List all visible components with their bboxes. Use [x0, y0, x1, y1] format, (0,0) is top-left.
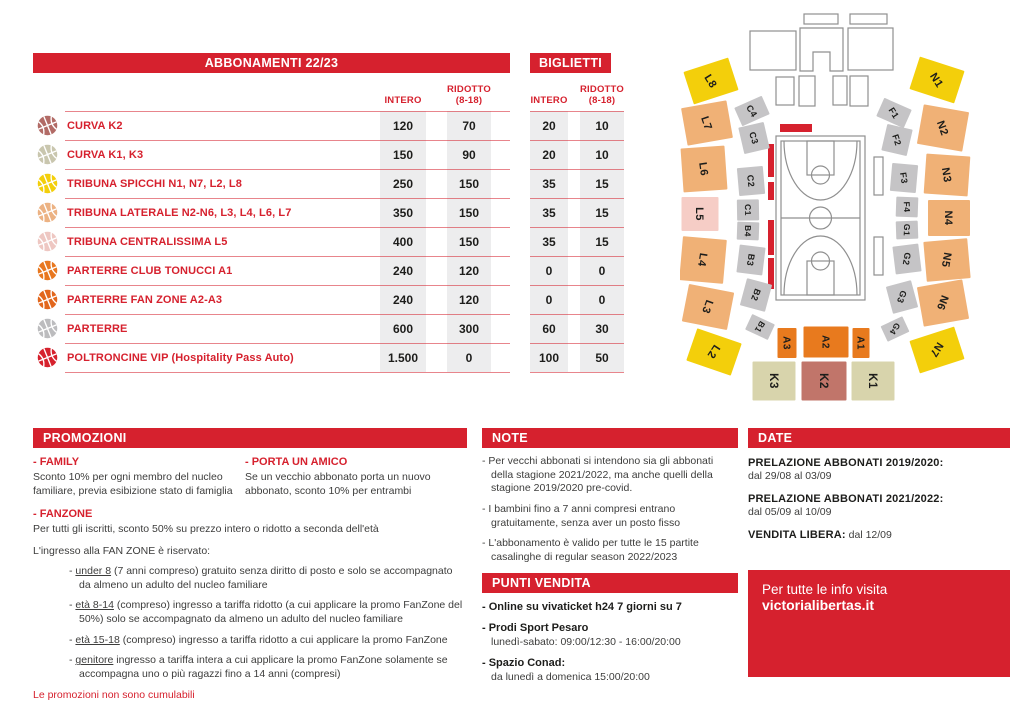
- ridotto-value: 10: [595, 118, 609, 133]
- svg-text:C2: C2: [745, 174, 757, 188]
- intero-value: 600: [392, 321, 414, 336]
- map-section-l5: [682, 197, 719, 231]
- ridotto-value: 300: [458, 321, 480, 336]
- biglietti-row: [530, 198, 624, 227]
- row-label: CURVA K1, K3: [67, 148, 144, 161]
- biglietti-rows: [530, 111, 624, 372]
- intero-value: 35: [542, 205, 556, 220]
- ridotto-value: 15: [595, 234, 609, 249]
- svg-text:C4: C4: [744, 103, 760, 120]
- ridotto-value: 120: [458, 292, 480, 307]
- abbonamenti-column-headers: [33, 73, 510, 111]
- svg-text:B1: B1: [752, 319, 768, 335]
- abbonamenti-row: [33, 285, 510, 314]
- col-ridotto: RIDOTTO (8-18): [447, 84, 491, 106]
- bench-box: [874, 157, 883, 195]
- map-section-n7: [909, 327, 964, 374]
- biglietti-row: [530, 285, 624, 314]
- skybox: [833, 76, 847, 105]
- promo-family: [33, 455, 235, 499]
- fanzone-bullet: - età 15-18 (compreso) ingresso a tariffa ridotto a cui applicare la promo FanZone: [69, 633, 448, 646]
- fanzone-line2: L'ingresso alla FAN ZONE è riservato:: [33, 544, 211, 557]
- map-section-c3: [738, 122, 769, 154]
- family-title: - FAMILY: [33, 456, 80, 468]
- punti-vendita-item: - Online su vivaticket h24 7 giorni su 7: [482, 601, 682, 613]
- row-label: PARTERRE CLUB TONUCCI A1: [67, 264, 233, 277]
- svg-text:K2: K2: [816, 373, 829, 389]
- punti-vendita-section: [482, 573, 738, 684]
- svg-text:B2: B2: [748, 287, 763, 303]
- row-label: POLTRONCINE VIP (Hospitality Pass Auto): [67, 351, 294, 364]
- skybox: [799, 76, 815, 106]
- intero-value: 250: [392, 176, 414, 191]
- biglietti-row: [530, 343, 624, 372]
- basketball-icon: [37, 231, 58, 252]
- date-item: PRELAZIONE ABBONATI 2019/2020: dal 29/08 al 03/09: [748, 457, 944, 483]
- intero-value: 240: [392, 263, 414, 278]
- intero-value: 350: [392, 205, 414, 220]
- amico-title: - PORTA UN AMICO: [245, 456, 348, 468]
- svg-text:B3: B3: [744, 252, 757, 267]
- skybox: [800, 28, 843, 71]
- row-label: PARTERRE FAN ZONE A2-A3: [67, 293, 223, 306]
- promo-porta-un-amico: [245, 455, 467, 499]
- basketball-icon: [37, 144, 58, 165]
- skybox: [776, 77, 794, 105]
- promozioni-section: [33, 428, 467, 702]
- svg-text:L8: L8: [701, 72, 719, 91]
- basketball-icon: [37, 318, 58, 339]
- note-section: [482, 428, 738, 564]
- map-section-g2: [892, 244, 921, 275]
- intero-value: 60: [542, 321, 556, 336]
- map-section-n1: [909, 57, 964, 104]
- map-section-g1: [896, 221, 919, 240]
- ridotto-value: 15: [595, 176, 609, 191]
- svg-text:L5: L5: [693, 207, 706, 221]
- intero-value: 35: [542, 176, 556, 191]
- svg-text:N7: N7: [927, 339, 946, 360]
- basketball-icon: [37, 289, 58, 310]
- row-label: TRIBUNA SPICCHI N1, N7, L2, L8: [67, 177, 242, 190]
- skybox-area: [750, 14, 893, 106]
- biglietti-row: [530, 227, 624, 256]
- col-intero: INTERO: [384, 94, 422, 106]
- note-item: - L'abbonamento è valido per tutte le 15 partite casalinghe di regular season 2022/2023: [482, 537, 699, 563]
- punti-vendita-items: [482, 600, 738, 684]
- map-section-f3: [890, 163, 918, 193]
- intero-value: 35: [542, 234, 556, 249]
- svg-text:F4: F4: [901, 201, 913, 213]
- intero-value: 1.500: [387, 350, 419, 365]
- biglietti-column-headers: [530, 73, 624, 111]
- fanzone-line1: Per tutti gli iscritti, sconto 50% su prezzo intero o ridotto a seconda dell'età: [33, 522, 379, 535]
- info-text: Per tutte le info visita: [762, 582, 888, 597]
- intero-value: 400: [392, 234, 414, 249]
- map-section-l7: [681, 100, 733, 145]
- amico-text: Se un vecchio abbonato porta un nuovo abbonato, sconto 10% per entrambi: [245, 471, 431, 497]
- intero-value: 0: [545, 263, 553, 278]
- intero-value: 240: [392, 292, 414, 307]
- abbonamenti-row: [33, 169, 510, 198]
- svg-text:N1: N1: [927, 70, 946, 91]
- biglietti-table: [530, 53, 624, 373]
- svg-text:N4: N4: [942, 210, 955, 226]
- note-item: - I bambini fino a 7 anni compresi entrano gratuitamente, senza aver un posto fisso: [482, 502, 681, 529]
- map-section-f4: [896, 197, 919, 218]
- row-label: PARTERRE: [67, 322, 128, 335]
- basketball-icon: [37, 115, 58, 136]
- map-section-l4: [680, 236, 727, 284]
- svg-text:L6: L6: [696, 161, 710, 177]
- ridotto-value: 0: [598, 263, 606, 278]
- svg-text:G4: G4: [887, 321, 903, 337]
- abbonamenti-header: ABBONAMENTI 22/23: [33, 53, 510, 73]
- col-ridotto: RIDOTTO (8-18): [580, 84, 624, 106]
- svg-text:G2: G2: [900, 251, 913, 267]
- map-section-f2: [881, 124, 912, 156]
- courtside-vip-strips: [768, 124, 812, 289]
- map-section-a2: [804, 327, 849, 358]
- map-section-l8: [683, 58, 738, 105]
- fanzone-bullet: - età 8-14 (compreso) ingresso a tariffa ridotto (a cui applicare la promo FanZone del 50%) solo se accompagnato da almeno un adulto del nucleo familiare: [69, 599, 463, 626]
- map-section-l2: [686, 328, 742, 375]
- svg-text:F1: F1: [886, 105, 902, 121]
- svg-text:N2: N2: [933, 119, 951, 138]
- svg-text:N6: N6: [933, 293, 951, 312]
- basketball-court: [776, 136, 883, 300]
- biglietti-row: [530, 111, 624, 140]
- map-section-b4: [737, 222, 760, 241]
- fanzone-bullet: - under 8 (7 anni compreso) gratuito senza diritto di posto e solo se accompagnato da almeno un adulto del nucleo familiare: [69, 565, 453, 591]
- intero-value: 20: [542, 118, 556, 133]
- svg-text:F2: F2: [890, 133, 904, 148]
- map-section-n5: [923, 238, 970, 282]
- ridotto-value: 10: [595, 147, 609, 162]
- intero-value: 20: [542, 147, 556, 162]
- biglietti-row: [530, 140, 624, 169]
- map-section-n2: [917, 104, 969, 151]
- family-text: Sconto 10% per ogni membro del nucleo familiare, previa esibizione stato di famiglia: [33, 471, 233, 497]
- info-box: [748, 570, 1010, 677]
- ridotto-value: 120: [458, 263, 480, 278]
- row-label: TRIBUNA LATERALE N2-N6, L3, L4, L6, L7: [67, 206, 292, 219]
- basketball-icon: [37, 347, 58, 368]
- svg-text:F3: F3: [898, 171, 910, 185]
- basketball-icon: [37, 260, 58, 281]
- map-section-l6: [681, 146, 728, 193]
- date-item: PRELAZIONE ABBONATI 2021/2022: dal 05/09 al 10/09: [748, 492, 944, 519]
- ridotto-value: 70: [462, 118, 476, 133]
- ridotto-value: 150: [458, 234, 480, 249]
- bench-box: [874, 237, 883, 275]
- svg-text:C3: C3: [747, 130, 761, 146]
- map-section-n4: [928, 200, 970, 236]
- skybox: [848, 28, 893, 70]
- date-header: DATE: [748, 428, 1010, 448]
- skybox: [850, 76, 868, 106]
- svg-text:C1: C1: [742, 203, 754, 217]
- ridotto-value: 90: [462, 147, 476, 162]
- skybox: [804, 14, 838, 24]
- intero-value: 100: [538, 350, 560, 365]
- map-section-b1: [745, 314, 775, 340]
- intero-value: 120: [392, 118, 414, 133]
- promozioni-header: PROMOZIONI: [33, 428, 467, 448]
- note-items: [482, 455, 738, 564]
- intero-value: 150: [392, 147, 414, 162]
- date-item: VENDITA LIBERA: dal 12/09: [748, 528, 892, 541]
- biglietti-header: BIGLIETTI: [530, 53, 611, 73]
- map-section-a1: [853, 328, 870, 358]
- map-section-n6: [917, 279, 969, 326]
- svg-text:G1: G1: [901, 223, 913, 237]
- map-section-l3: [682, 284, 734, 330]
- svg-text:L3: L3: [699, 298, 716, 316]
- biglietti-row: [530, 314, 624, 343]
- svg-text:L4: L4: [695, 252, 710, 268]
- note-header: NOTE: [482, 428, 738, 448]
- ridotto-value: 150: [458, 176, 480, 191]
- svg-text:L7: L7: [698, 114, 715, 132]
- svg-text:G3: G3: [894, 289, 909, 305]
- promo-fanzone: [33, 507, 467, 682]
- map-section-k2: [802, 362, 847, 401]
- biglietti-row: [530, 169, 624, 198]
- svg-text:A1: A1: [854, 336, 866, 350]
- fanzone-bullet: - genitore ingresso a tariffa intera a cui applicare la promo FanZone solamente se accompagna uno o più ragazzi fino a 14 anni (compresi): [69, 654, 448, 680]
- note-item: - Per vecchi abbonati si intendono sia gli abbonati della stagione 2021/2022, ma anche quelli della stagione 2019/2020 pre-covid.: [482, 455, 714, 495]
- map-section-g4: [881, 316, 910, 342]
- svg-text:K3: K3: [766, 373, 779, 389]
- skybox: [750, 31, 796, 70]
- date-section: [748, 428, 1010, 543]
- info-website: victorialibertas.it: [762, 597, 875, 613]
- svg-text:N3: N3: [938, 166, 954, 184]
- svg-text:L2: L2: [704, 342, 722, 361]
- date-items: [748, 456, 1010, 543]
- row-label: CURVA K2: [67, 119, 123, 132]
- basketball-icon: [37, 173, 58, 194]
- abbonamenti-row: [33, 343, 510, 372]
- svg-text:B4: B4: [742, 224, 754, 238]
- abbonamenti-row: [33, 227, 510, 256]
- intero-value: 0: [545, 292, 553, 307]
- ridotto-value: 30: [595, 321, 609, 336]
- ridotto-value: 0: [598, 292, 606, 307]
- abbonamenti-table: [33, 53, 510, 373]
- map-section-k3: [753, 362, 796, 401]
- skybox: [850, 14, 887, 24]
- biglietti-row: [530, 256, 624, 285]
- abbonamenti-row: [33, 256, 510, 285]
- map-section-c1: [737, 199, 759, 220]
- ridotto-value: 50: [595, 350, 609, 365]
- map-section-n3: [924, 154, 971, 197]
- punti-vendita-item: - Prodi Sport Pesaro lunedì-sabato: 09:00/12:30 - 16:00/20:00: [482, 622, 681, 648]
- ridotto-value: 15: [595, 205, 609, 220]
- abbonamenti-row: [33, 111, 510, 140]
- row-label: TRIBUNA CENTRALISSIMA L5: [67, 235, 228, 248]
- map-section-c2: [737, 166, 765, 196]
- fanzone-bullets: [33, 565, 467, 681]
- map-section-k1: [852, 362, 895, 401]
- basketball-icon: [37, 202, 58, 223]
- fanzone-title: - FANZONE: [33, 507, 93, 520]
- svg-text:A3: A3: [780, 336, 792, 350]
- map-section-f1: [876, 98, 912, 128]
- svg-text:K1: K1: [865, 373, 878, 389]
- punti-vendita-header: PUNTI VENDITA: [482, 573, 738, 593]
- col-intero: INTERO: [530, 94, 568, 106]
- arena-seating-map: [680, 0, 1024, 410]
- svg-text:A2: A2: [819, 335, 831, 349]
- map-section-c4: [734, 96, 770, 126]
- promo-footer: Le promozioni non sono cumulabili: [33, 688, 195, 701]
- map-section-b2: [740, 278, 772, 312]
- punti-vendita-item: - Spazio Conad: da lunedì a domenica 15:00/20:00: [482, 657, 650, 683]
- map-section-b3: [736, 245, 765, 276]
- ridotto-value: 150: [458, 205, 480, 220]
- svg-text:N5: N5: [938, 251, 954, 269]
- map-section-a3: [778, 328, 797, 358]
- map-section-g3: [886, 280, 918, 314]
- abbonamenti-row: [33, 314, 510, 343]
- abbonamenti-row: [33, 198, 510, 227]
- ridotto-value: 0: [465, 350, 473, 365]
- abbonamenti-row: [33, 140, 510, 169]
- abbonamenti-rows: [33, 111, 510, 372]
